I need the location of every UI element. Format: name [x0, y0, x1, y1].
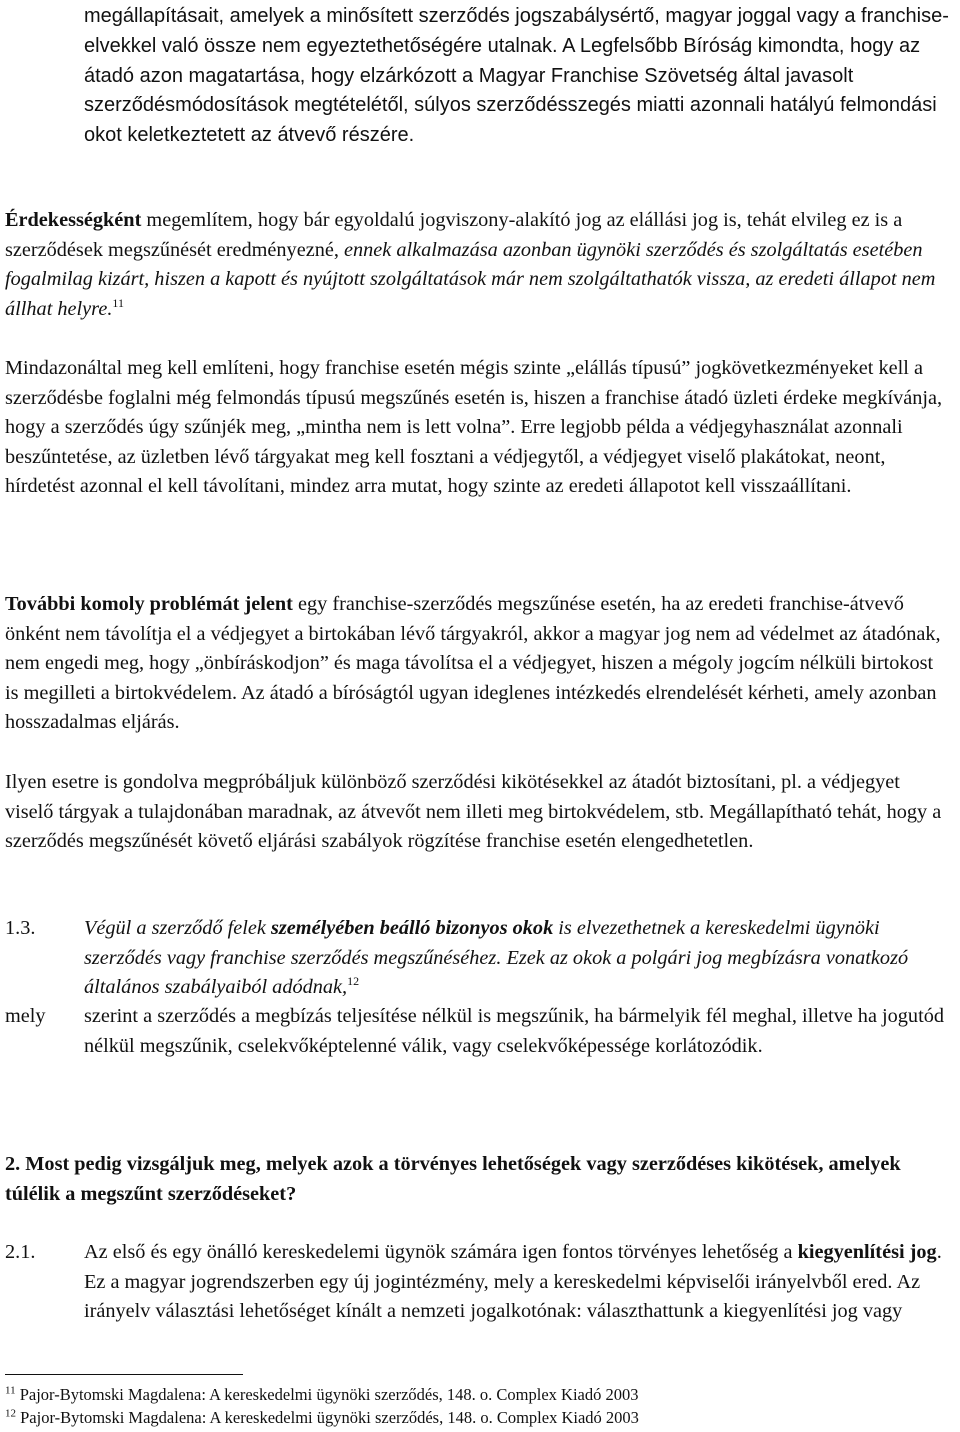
- section-number: 2.1.: [5, 1241, 36, 1263]
- heading-2: 2. Most pedig vizsgáljuk meg, melyek azok a törvényes lehetőségek vagy szerződéses kikötések, amelyek túlélik a megszűnt szerződéseket?: [5, 1153, 901, 1205]
- bold-term: kiegyenlítési jog: [797, 1241, 937, 1263]
- paragraph-supreme-court: megállapításait, amelyek a minősített szerződés jogszabálysértő, magyar joggal vagy a franchise-elvekkel való össze nem egyeztethetőségére utalnak. A Legfelsőbb Bíróság kimondta, hogy az átadó azon magatartása, hogy elzárkózott a Magyar Franchise Szövetség által javasolt szerződésmódosítások megtételétől, súlyos szerződésszegés miatti azonnali hatályú felmondási okot keletkeztetett az átvevő részére.: [84, 5, 949, 147]
- paragraph-text: egy franchise-szerződés megszűnése esetén, ha az eredeti franchise-átvevő önként nem távolítja el a védjegyet a birtokában lévő tárgyakról, akkor a magyar jog nem ad védelmet az átadónak, nem engedi meg, hogy „önbíráskodjon” és maga távolítsa el a védjegyet, hiszen a mégoly jogcím nélküli birtokost is megilleti a birtokvédelem. Az átadó a bíróságtól ugyan ideglenes intézkedés elrendelését kérheti, amely azonban hosszadalmas eljárás.: [5, 593, 941, 734]
- section-1-3-body: szerint a szerződés a megbízás teljesítése nélkül is megszűnik, ha bármelyik fél meghal, illetve ha jogutód nélkül megszűnik, cselekvőképtelenné válik, vagy cselekvőképessége korlátozódik.: [84, 1005, 944, 1057]
- italic-text: Végül a szerződő felek: [84, 917, 271, 939]
- section-1-3-intro: [84, 914, 950, 1003]
- section-left-word: mely: [5, 1005, 46, 1027]
- bold-italic-text: személyében beálló bizonyos okok: [271, 917, 554, 939]
- bold-lead: További komoly problémát jelent: [5, 593, 293, 615]
- paragraph-nevertheless: Mindazonáltal meg kell említeni, hogy franchise esetén mégis szinte „elállás típusú” jogkövetkezményeket kell a szerződésbe foglalni még felmondás típusú megszűnés esetén is, hiszen a franchise átadó üzleti érdeke megkívánja, hogy a szerződés úgy szűnjék meg, „mintha nem is lett volna”. Erre legjobb példa a védjegyhasználat azonnali beszűntetése, az üzletben lévő tárgyakat meg kell fosztani a védjegytől, a védjegyet viselő plakátokat, neont, hírdetést azonnal el kell távolítani, mindez arra mutat, hogy szinte az eredeti állapotot kell visszaállítani.: [5, 357, 943, 498]
- paragraph-problem: [5, 590, 950, 738]
- paragraph-interest: [5, 206, 950, 324]
- footnote-number: 11: [5, 1384, 16, 1397]
- footnote-text: Pajor-Bytomski Magdalena: A kereskedelmi ügynöki szerződés, 148. o. Complex Kiadó 2003: [16, 1408, 639, 1427]
- paragraph-text: megemlítem, hogy bár egyoldalú jogviszony-alakító jog az elállási jog is, tehát elvileg ez is a szerződések megszűnését eredményezné,: [5, 209, 903, 261]
- footnote-12: [5, 1408, 639, 1428]
- footnote-11: [5, 1385, 639, 1405]
- section-number: 1.3.: [5, 917, 36, 939]
- footnote-number: 12: [5, 1407, 16, 1420]
- italic-text: is elvezethetnek a kereskedelmi ügynöki szerződés vagy franchise szerződés megszűnéséhez. Ezek az okok a polgári jog megbízásra vonatkozó általános szabályaiból adódnak,: [84, 917, 909, 999]
- paragraph-text: . Ez a magyar jogrendszerben egy új jogintézmény, mely a kereskedelmi képviselői irányelvből ered. Az irányelv választási lehetőséget kínált a nemzeti jogalkotónak: választhattunk a kiegyenlítési jog vagy: [84, 1241, 942, 1323]
- paragraph-text: Az első és egy önálló kereskedelemi ügynök számára igen fontos törvényes lehetőség a: [84, 1241, 798, 1263]
- footnote-ref-11: 11: [112, 296, 124, 311]
- section-2-1-body: [84, 1238, 950, 1327]
- paragraph-considering: Ilyen esetre is gondolva megpróbáljuk különböző szerződési kikötésekkel az átadót biztosítani, pl. a védjegyet viselő tárgyak a tulajdonában maradnak, az átvevőt nem illeti meg birtokvédelem, stb. Megállapítható tehát, hogy a szerződés megszűnését követő eljárási szabályok rögzítése franchise esetén elengedhetetlen.: [5, 771, 942, 853]
- bold-lead: Érdekességként: [5, 209, 142, 231]
- footnote-ref-12: 12: [347, 974, 360, 989]
- footnote-text: Pajor-Bytomski Magdalena: A kereskedelmi ügynöki szerződés, 148. o. Complex Kiadó 2003: [15, 1385, 639, 1404]
- footnote-divider: [5, 1374, 243, 1375]
- italic-text: ennek alkalmazása azonban ügynöki szerződés és szolgáltatás esetében fogalmilag kizárt, hiszen a kapott és nyújtott szolgáltatások már nem szolgáltathatók vissza, az eredeti állapot nem állhat helyre.: [5, 238, 936, 320]
